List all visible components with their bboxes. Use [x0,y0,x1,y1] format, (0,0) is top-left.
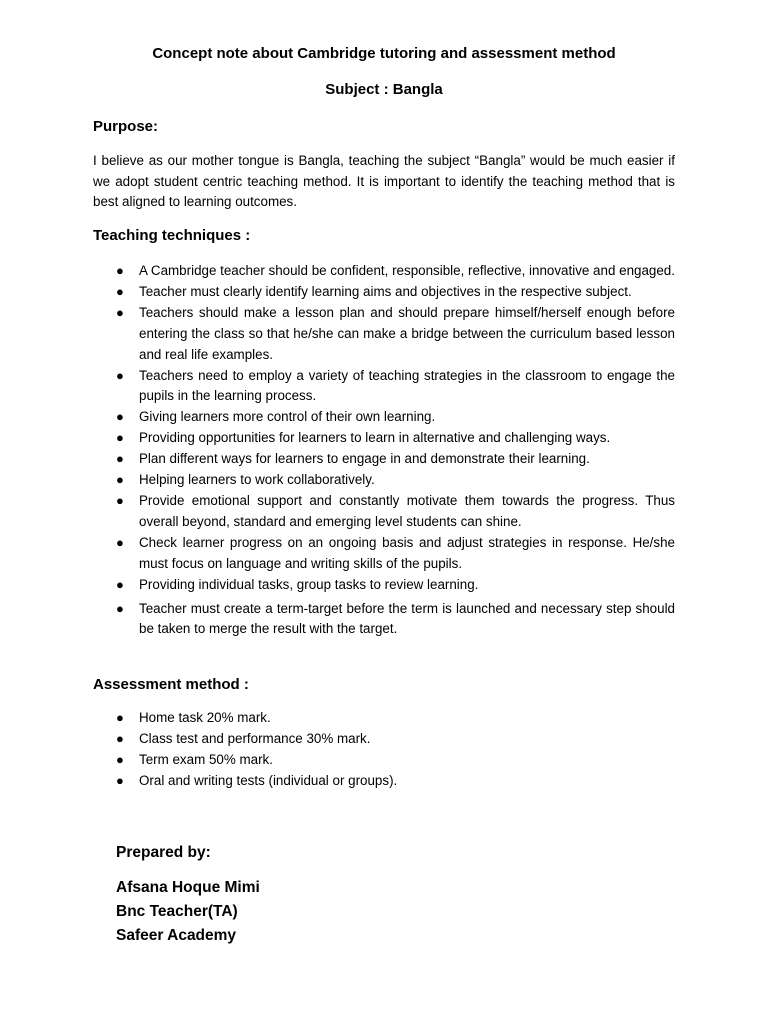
bullet-icon: ● [116,772,124,788]
list-item: ● Teachers need to employ a variety of teaching strategies in the classroom to engage the pupils in the learning process. [116,367,675,404]
bullet-icon: ● [116,472,124,488]
bullet-icon: ● [116,367,124,383]
list-item: ● Giving learners more control of their own learning. [0,407,675,428]
subject-line: Subject : Bangla [325,81,443,98]
list-item: ● Term exam 50% mark. [0,750,675,771]
bullet-icon: ● [116,730,124,746]
bullet-icon: ● [116,600,124,616]
list-item: ● A Cambridge teacher should be confident, responsible, reflective, innovative and engaged. [0,261,675,282]
purpose-heading: Purpose: [93,118,159,135]
bullet-icon: ● [116,409,124,425]
list-item: ● Teachers should make a lesson plan and should prepare himself/herself enough before entering the class so that he/she can make a bridge between the curriculum based lesson and real life examples. [116,304,675,362]
bullet-icon: ● [116,751,124,767]
teaching-techniques-heading: Teaching techniques : [93,227,251,244]
document-title: Concept note about Cambridge tutoring and assessment method [152,45,616,62]
author-name: Afsana Hoque Mimi [116,879,260,896]
list-item: ● Plan different ways for learners to engage in and demonstrate their learning. [0,449,675,470]
bullet-icon: ● [116,430,124,446]
list-item: ● Oral and writing tests (individual or groups). [0,771,675,792]
list-item: ● Helping learners to work collaboratively. [0,470,675,491]
bullet-icon: ● [116,283,124,299]
bullet-icon: ● [116,263,124,278]
list-item: ● Home task 20% mark. [0,708,675,729]
list-item: ● Check learner progress on an ongoing basis and adjust strategies in response. He/she must focus on language and writing skills of the pupils. [116,534,675,571]
bullet-icon: ● [116,710,124,725]
teaching-techniques-list [0,261,768,640]
list-item: ● Class test and performance 30% mark. [0,729,675,750]
author-organization: Safeer Academy [116,927,237,944]
bullet-icon: ● [116,304,124,320]
assessment-method-list [0,708,768,792]
purpose-paragraph: I believe as our mother tongue is Bangla, teaching the subject “Bangla” would be much easier if we adopt student centric teaching method. It is important to identify the teaching method that is best aligned to learning outcomes. [93,153,675,210]
list-item: ● Teacher must clearly identify learning aims and objectives in the respective subject. [0,282,675,303]
list-item: ● Teacher must create a term-target before the term is launched and necessary step should be taken to merge the result with the target. [116,600,675,637]
bullet-icon: ● [116,492,124,508]
list-item: ● Provide emotional support and constantly motivate them towards the progress. Thus overall beyond, standard and emerging level students can shine. [116,492,675,529]
bullet-icon: ● [116,451,124,467]
list-item: ● Providing individual tasks, group tasks to review learning. [0,575,675,596]
list-item: ● Providing opportunities for learners to learn in alternative and challenging ways. [0,428,675,449]
assessment-method-heading: Assessment method : [93,676,249,693]
bullet-icon: ● [116,576,124,592]
prepared-by-heading: Prepared by: [116,844,211,861]
author-role: Bnc Teacher(TA) [116,903,238,920]
bullet-icon: ● [116,534,124,550]
